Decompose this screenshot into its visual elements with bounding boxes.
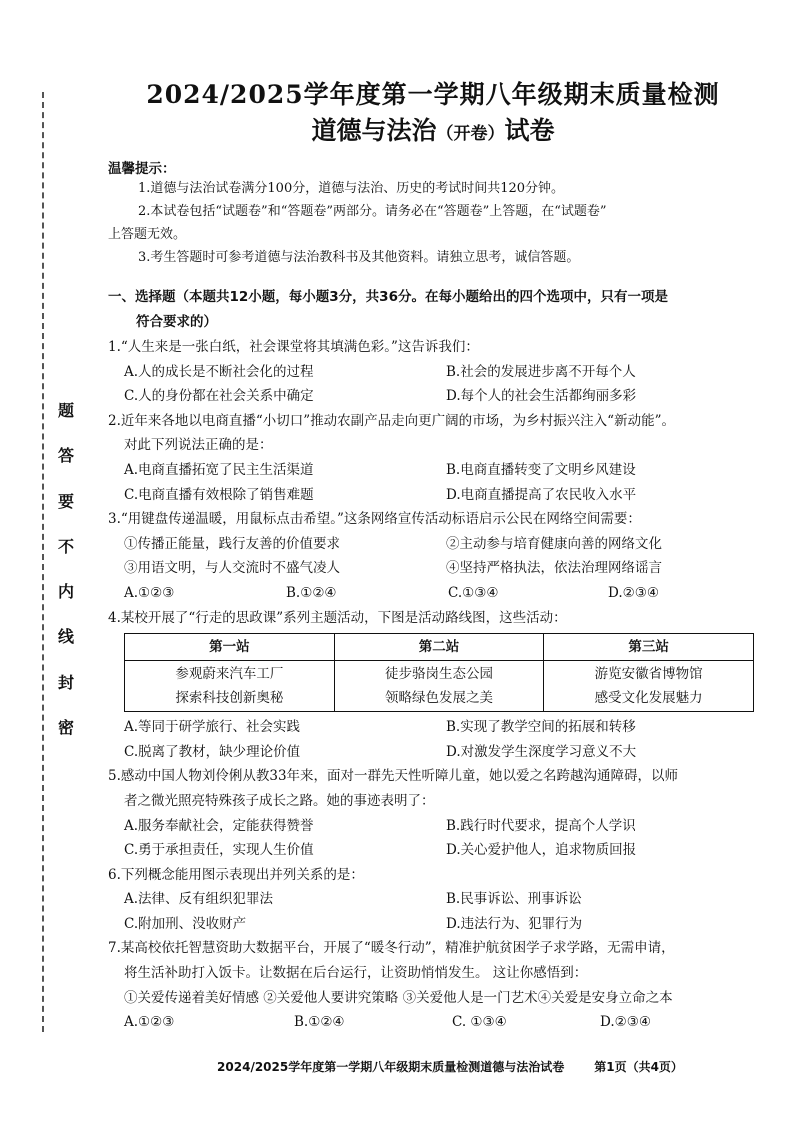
question-stem: 3.“用键盘传递温暖，用鼠标点击希望。”这条网络宣传活动标语启示公民在网络空间需要： <box>108 511 641 528</box>
option: B.实现了教学空间的拓展和转移 <box>446 719 636 736</box>
cell-line: 徒步骆岗生态公园 <box>384 666 493 683</box>
option: C.①③④ <box>448 584 499 601</box>
tip-item: 上答题无效。 <box>108 227 187 242</box>
question-4 <box>108 606 758 765</box>
margin-char: 密 <box>57 717 74 737</box>
open-book-note: （开卷） <box>436 124 505 144</box>
option: C.脱离了教材，缺少理论价值 <box>124 743 301 760</box>
table-header-row <box>125 634 754 661</box>
option: C.电商直播有效根除了销售难题 <box>124 486 314 503</box>
table-header-cell: 第二站 <box>334 634 544 661</box>
question-7 <box>108 936 758 1034</box>
margin-char: 封 <box>57 672 74 692</box>
question-2 <box>108 409 758 507</box>
question-stem: 2.近年来各地以电商直播“小切口”推动农副产品走向更广阔的市场，为乡村振兴注入“新动能”。 <box>108 412 675 429</box>
statement: ③用语文明，与人交流时不盛气凌人 <box>124 560 340 577</box>
page-number: 第1页（共4页） <box>594 1060 683 1074</box>
option: A.法律、反有组织犯罪法 <box>124 891 274 908</box>
question-stem: 4.某校开展了“行走的思政课”系列主题活动，下图是活动路线图，这些活动： <box>108 609 567 626</box>
exam-page <box>108 78 758 1035</box>
option-list <box>108 887 758 936</box>
option-list <box>108 1010 758 1035</box>
option: C.勇于承担责任，实现人生价值 <box>124 842 314 859</box>
tip-item: 3.考生答题时可参考道德与法治教科书及其他资料。请独立思考，诚信答题。 <box>138 250 580 265</box>
section-line: 一、选择题（本题共12小题，每小题3分，共36分。在每小题给出的四个选项中，只有一项是 <box>108 289 668 305</box>
option: D.对激发学生深度学习意义不大 <box>446 743 637 760</box>
table-header-cell: 第一站 <box>125 634 335 661</box>
margin-char: 要 <box>57 491 74 511</box>
exam-subtitle <box>108 114 758 151</box>
option: C. ①③④ <box>452 1014 507 1031</box>
margin-char: 不 <box>57 536 74 556</box>
footer-title: 2024/2025学年度第一学期八年级期末质量检测道德与法治试卷 <box>217 1060 565 1074</box>
table-header-cell: 第三站 <box>544 634 754 661</box>
option: B.①②④ <box>286 584 337 601</box>
option: D.每个人的社会生活都绚丽多彩 <box>446 388 637 405</box>
option: A.服务奉献社会，定能获得赞誉 <box>124 817 314 834</box>
subject-name: 道德与法治 <box>311 116 437 145</box>
statement: ④坚持严格执法，依法治理网络谣言 <box>446 560 662 577</box>
option-list <box>108 458 758 507</box>
tip-item: 2.本试卷包括“试题卷”和“答题卷”两部分。请务必在“答题卷”上答题，在“试题卷” <box>138 204 607 219</box>
margin-char: 内 <box>57 582 74 602</box>
option-list <box>108 360 758 409</box>
section-heading <box>108 285 758 335</box>
option: B.①②④ <box>294 1014 345 1031</box>
option: A.①②③ <box>124 584 175 601</box>
subtitle-end: 试卷 <box>504 116 555 145</box>
cell-line: 感受文化发展魅力 <box>594 690 703 707</box>
question-3 <box>108 507 758 605</box>
tip-item: 1.道德与法治试卷满分100分，道德与法治、历史的考试时间共120分钟。 <box>138 181 565 196</box>
option: A.电商直播拓宽了民主生活渠道 <box>124 461 314 478</box>
exam-title: 2024/2025学年度第一学期八年级期末质量检测 <box>146 80 720 109</box>
option: B.社会的发展进步离不开每个人 <box>446 363 636 380</box>
option-list <box>108 715 758 764</box>
question-5 <box>108 764 758 862</box>
tips-heading: 温馨提示： <box>108 161 176 177</box>
cell-line: 参观蔚来汽车工厂 <box>175 666 284 683</box>
table-row <box>125 661 754 712</box>
option: D.关心爱护他人，追求物质回报 <box>446 842 637 859</box>
question-stem: 5.感动中国人物刘伶俐从教33年来，面对一群先天性听障儿童，她以爱之名跨越沟通障碍，以师 <box>108 768 679 785</box>
option-list <box>108 581 758 606</box>
cell-line: 领略绿色发展之美 <box>384 690 493 707</box>
binding-margin-notice <box>56 398 76 738</box>
option: D.电商直播提高了农民收入水平 <box>446 486 637 503</box>
option: C.附加刑、没收财产 <box>124 915 247 932</box>
question-stem-cont: 者之微光照亮特殊孩子成长之路。她的事迹表明了： <box>124 792 435 809</box>
binding-dashed-line <box>42 92 44 1032</box>
section-line: 符合要求的） <box>136 314 217 330</box>
margin-char: 线 <box>57 627 74 647</box>
option: B.践行时代要求，提高个人学识 <box>446 817 636 834</box>
margin-char: 答 <box>57 446 74 466</box>
option: D.违法行为、犯罪行为 <box>446 915 583 932</box>
cell-line: 游览安徽省博物馆 <box>594 666 703 683</box>
option: B.民事诉讼、刑事诉讼 <box>446 891 582 908</box>
cell-line: 探索科技创新奥秘 <box>175 690 284 707</box>
table-cell <box>125 661 335 712</box>
option: D.②③④ <box>600 1014 651 1031</box>
option: C.人的身份都在社会关系中确定 <box>124 388 314 405</box>
statement: ②主动参与培育健康向善的网络文化 <box>446 535 662 552</box>
question-stem: 1.“人生来是一张白纸，社会课堂将其填满色彩。”这告诉我们： <box>108 339 479 355</box>
table-cell <box>544 661 754 712</box>
option: A.等同于研学旅行、社会实践 <box>124 719 301 736</box>
statement: ①传播正能量，践行友善的价值要求 <box>124 535 340 552</box>
option: A.人的成长是不断社会化的过程 <box>124 363 314 380</box>
option-list <box>108 814 758 863</box>
question-stem: 7.某高校依托智慧资助大数据平台，开展了“暖冬行动”，精准护航贫困学子求学路，无需申请， <box>108 940 675 957</box>
option: D.②③④ <box>608 584 659 601</box>
statement-list <box>108 532 758 581</box>
route-table <box>124 633 754 712</box>
question-6 <box>108 863 758 937</box>
question-stem-cont: 将生活补助打入饭卡。让数据在后台运行，让资助悄悄发生。 这让你感悟到： <box>124 965 588 982</box>
question-1 <box>108 335 758 409</box>
option: B.电商直播转变了文明乡风建设 <box>446 461 636 478</box>
question-stem: 6.下列概念能用图示表现出并列关系的是： <box>108 866 364 883</box>
margin-char: 题 <box>57 401 74 420</box>
option: A.①②③ <box>124 1014 175 1031</box>
question-stem-cont: 对此下列说法正确的是： <box>124 437 273 454</box>
statement-line: ①关爱传递着美好情感 ②关爱他人要讲究策略 ③关爱他人是一门艺术④关爱是安身立命之本 <box>124 989 673 1006</box>
page-footer <box>150 1058 750 1075</box>
table-cell <box>334 661 544 712</box>
